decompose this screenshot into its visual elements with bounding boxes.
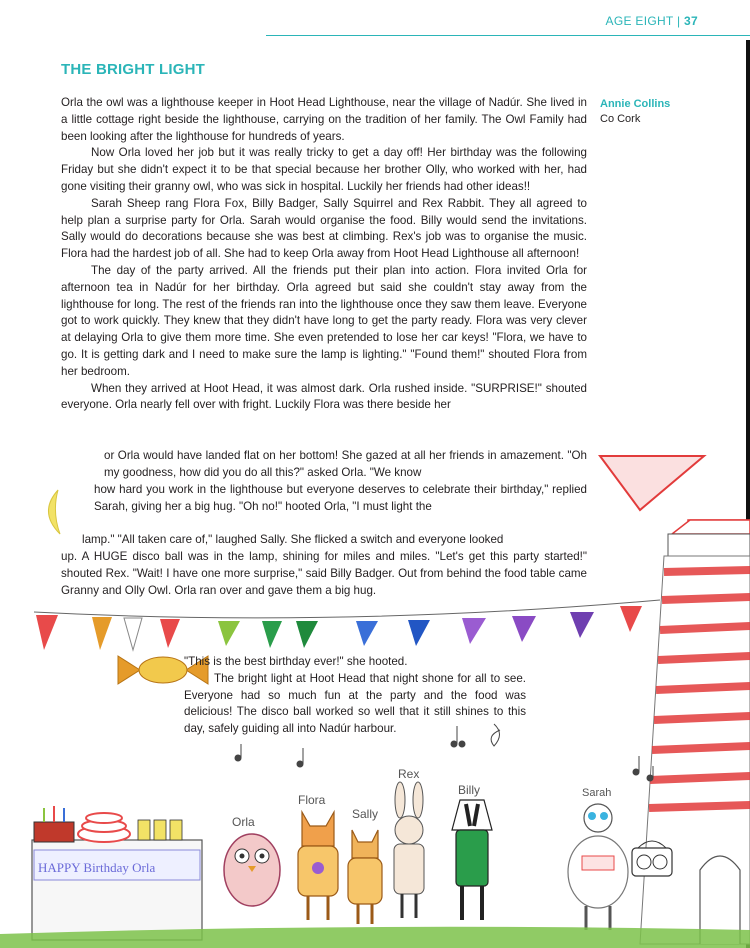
pennant-flag-icon: [600, 456, 704, 510]
paragraph-5-intro: When they arrived at Hoot Head, it was almost dark. Orla rushed inside. "SURPRISE!" shouted everyone. Orla nearly fell over with fright. Luckily Flora was there beside her: [61, 381, 587, 412]
lighthouse-icon: [640, 520, 750, 944]
paragraph-2: Now Orla loved her job but it was really tricky to get a day off! Her birthday was the following Friday but she didn't expect it to be that special because her brother Olly, who worked with her, had gone visiting their granny owl, who was sick in hospital. Luckily her friends had other ideas!!: [61, 146, 587, 193]
section-label: AGE EIGHT: [605, 14, 674, 28]
label-flora: Flora: [298, 793, 326, 807]
author-name: Annie Collins: [600, 98, 671, 110]
paragraph-5-part-b: or Orla would have landed flat on her bottom! She gazed at all her friends in amazement. "Oh my goodness, how did you do all this?" asked Orla. "We know: [104, 449, 587, 479]
label-sally: Sally: [352, 807, 379, 821]
paragraph-3: Sarah Sheep rang Flora Fox, Billy Badger, Sally Squirrel and Rex Rabbit. They all agreed to help plan a surprise party for Orla. Sarah would organise the food. Billy would send the invitations. Sally would do decorations because she was best at climbing. Rex's job was to organise the music. Flora had the hardest job of all. She had to keep Orla away from Hoot Head Lighthouse all afternoon!: [61, 196, 587, 261]
billy-badger-icon: [452, 800, 492, 920]
page-number: 37: [684, 14, 698, 28]
paragraph-5-part-c: how hard you work in the lighthouse but everyone deserves to celebrate their birthday," replied Sarah, giving her a big hug. "Oh no!" hooted Orla, "I must light the: [94, 483, 587, 513]
paragraph-1: Orla the owl was a lighthouse keeper in Hoot Head Lighthouse, near the village of Nadúr. She lived in a little cottage right beside the lighthouse, carrying on the tradition of her family. The Owl Family had been looking after the lighthouse for hundreds of years.: [61, 96, 587, 143]
paragraph-5-part-d: lamp." "All taken care of," laughed Sally. She flicked a switch and everyone looked: [82, 533, 504, 546]
paragraph-6: "This is the best birthday ever!" she hooted.: [184, 655, 408, 668]
sally-squirrel-icon: [348, 830, 382, 924]
paragraph-7: The bright light at Hoot Head that night shone for all to see. Everyone had so much fun at the party and the food was delicious! The disco ball worked so well that it still shines to this day, safely guiding all into Nadúr harbour.: [184, 671, 526, 736]
rex-rabbit-icon: [394, 782, 424, 918]
story-text-main: [61, 95, 587, 414]
story-title: THE BRIGHT LIGHT: [61, 61, 206, 78]
paragraph-5-part-e: up. A HUGE disco ball was in the lamp, shining for miles and miles. "Let's get this party started!" shouted Rex. "Wait! I have one more surprise," said Billy Badger. Out from behind the food table came Granny and Olly Owl. Orla ran over and gave them a big hug.: [61, 550, 587, 597]
moon-icon: [48, 490, 60, 534]
label-orla: Orla: [232, 815, 255, 829]
header-separator: |: [676, 14, 681, 28]
author-location: Co Cork: [600, 113, 641, 125]
flora-fox-icon: [298, 812, 338, 920]
label-billy: Billy: [458, 783, 481, 797]
label-rex: Rex: [398, 767, 420, 781]
orla-owl-icon: [224, 834, 280, 906]
story-text-ending: [184, 654, 526, 738]
sarah-sheep-icon: [568, 804, 628, 930]
bunting-icon: [36, 606, 642, 650]
paragraph-4: The day of the party arrived. All the friends put their plan into action. Flora invited Orla for afternoon tea in Nadúr for her birthday. Orla agreed but said she couldn't stay away from the lighthouse for long. The rest of the friends ran into the lighthouse once they saw them leave. Everyone got to work quickly. They knew that they didn't have long to get the party ready. Flora was very clever at delaying Orla to give them more time. She even pretended to lose her car keys! "Flora, we have to go. It is getting dark and I need to make sure the lamp is lighting." "Found them!" shouted Flora from her bedroom.: [61, 263, 587, 378]
label-sarah: Sarah: [582, 787, 612, 799]
birthday-banner: HAPPY Birthday Orla: [38, 860, 156, 875]
